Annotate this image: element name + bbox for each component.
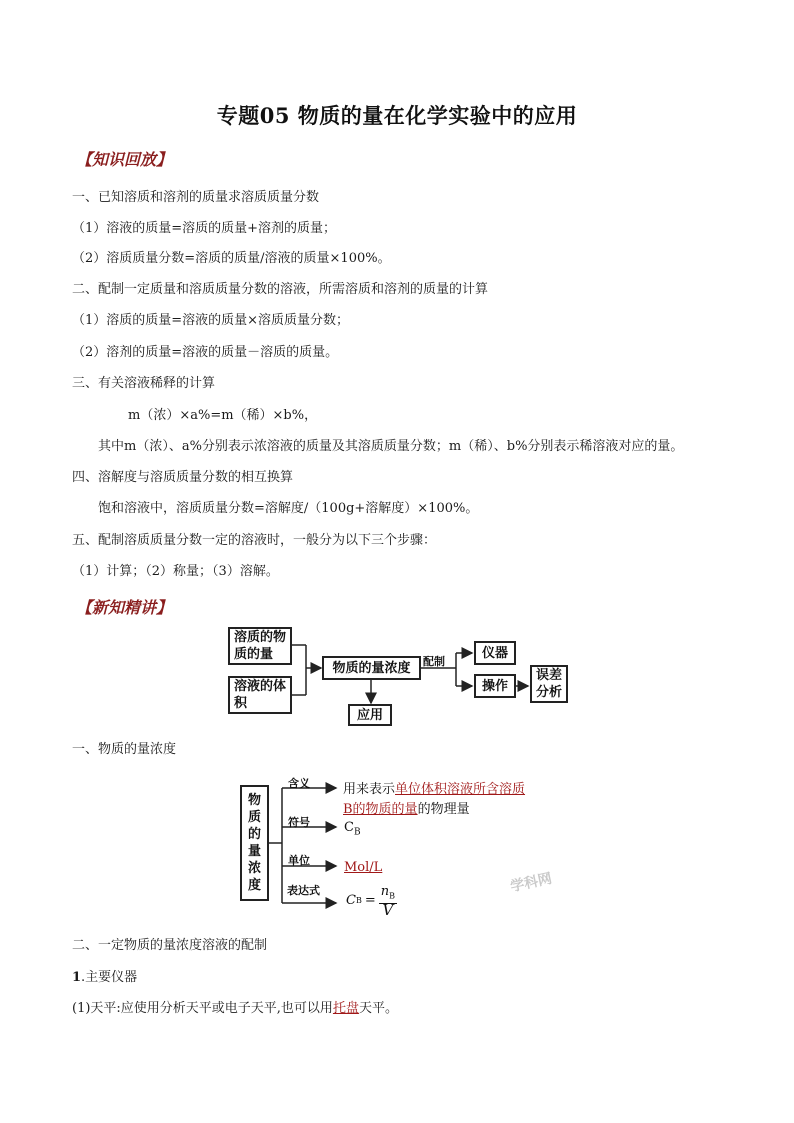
text-line: 其中m（浓）、a%分别表示浓溶液的质量及其溶质质量分数；m（稀）、b%分别表示稀溶液对应的量。 [98,439,684,454]
root-char: 浓 [247,861,261,876]
box-instrument: 仪器 [474,641,516,665]
box-text: 溶液的体 [233,679,286,694]
section-heading-review: 【知识回放】 [76,150,173,169]
symbol-value [344,820,361,838]
meaning-suffix: 的物理量 [417,802,470,817]
text-line: （2）溶质质量分数=溶质的质量/溶液的质量×100%。 [72,251,391,266]
symbol-sub: B [353,827,361,838]
text-line: 四、溶解度与溶质质量分数的相互换算 [72,470,294,485]
text-line: 五、配制溶质质量分数一定的溶液时，一般分为以下三个步骤： [72,533,437,548]
item-label: .主要仪器 [81,970,138,985]
root-char: 质 [247,810,261,825]
text-line: （1）溶液的质量=溶质的质量+溶剂的质量； [72,221,337,236]
box-operation: 操作 [474,674,516,698]
balance-text-end: 天平。 [358,1001,398,1016]
box-text: 误差 [535,668,562,683]
meaning-prefix: 用来表示 [343,782,396,797]
root-char: 度 [247,878,261,893]
expr-equals: = [364,893,376,909]
section-heading-new: 【新知精讲】 [76,598,173,617]
subheading-molar-concentration: 一、物质的量浓度 [72,742,177,757]
text-line: 一、已知溶质和溶剂的质量求溶质质量分数 [72,190,320,205]
box-text: 积 [233,696,247,711]
branch-symbol: 符号 [288,816,310,829]
expr-fraction [379,885,397,917]
text-line: （1）计算；（2）称量；（3）溶解。 [72,564,279,579]
text-line: （2）溶剂的质量=溶液的质量－溶质的质量。 [72,345,339,360]
expr-left: C [346,893,356,909]
formula-line: m（浓）×a%=m（稀）×b%， [128,408,318,423]
balance-highlight: 托盘 [332,1001,359,1016]
unit-value: Mol/L [344,860,383,875]
expr-numerator-sub: B [389,891,396,901]
text-line: 二、配制一定质量和溶质质量分数的溶液，所需溶质和溶剂的质量的计算 [72,282,489,297]
watermark-logo: 学科网 [509,870,554,896]
page-title: 专题05 物质的量在化学实验中的应用 [216,103,578,128]
root-char: 量 [247,844,261,859]
root-char: 物 [247,793,261,808]
balance-text: (1)天平:应使用分析天平或电子天平,也可以用 [72,1001,333,1016]
branch-meaning: 含义 [288,777,310,790]
meaning-highlight: B的物质的量 [343,802,418,817]
expression-formula [346,885,397,917]
branch-expression: 表达式 [287,884,320,897]
expr-numerator: n [380,884,390,899]
item-main-instruments [72,966,137,985]
box-text: 质的量 [233,647,273,662]
root-char: 的 [247,827,261,842]
symbol-main: C [344,820,354,835]
box-text: 溶质的物 [233,630,286,645]
box-application: 应用 [348,704,392,726]
text-line: 饱和溶液中，溶质质量分数=溶解度/（100g+溶解度）×100%。 [98,501,479,516]
expr-denominator: V [382,900,394,919]
box-text: 分析 [535,685,562,700]
concept-root [241,792,268,894]
box-molar-concentration: 物质的量浓度 [322,656,421,680]
branch-unit: 单位 [288,854,310,867]
meaning-highlight: 单位体积溶液所含溶质 [395,782,526,797]
text-line: 三、有关溶液稀释的计算 [72,376,216,391]
expr-left-sub: B [355,896,362,906]
label-prepare: 配制 [423,655,445,668]
meaning-line-1 [343,778,525,797]
meaning-line-2 [343,798,470,817]
text-line: （1）溶质的质量=溶液的质量×溶质质量分数； [72,313,350,328]
item-number: 1 [72,970,82,985]
balance-line [72,997,398,1016]
subheading-preparation: 二、一定物质的量浓度溶液的配制 [72,938,268,953]
